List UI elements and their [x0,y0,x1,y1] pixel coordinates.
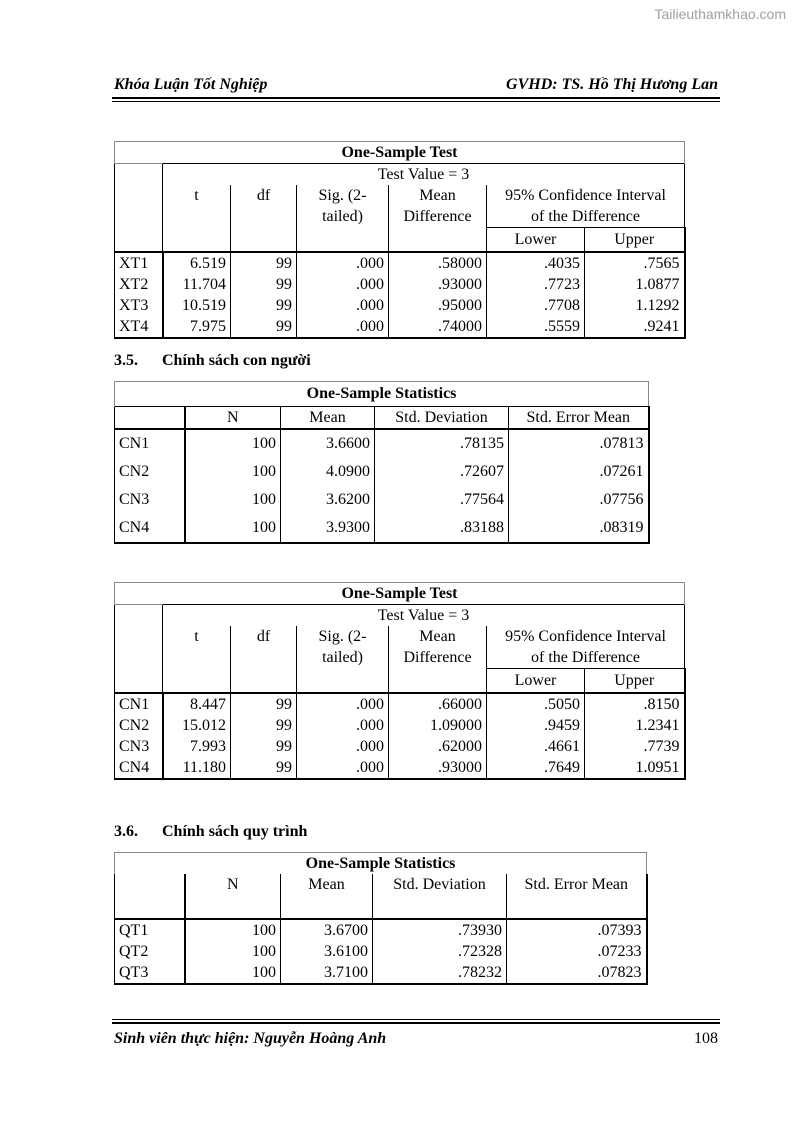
cell-value: 6.519 [163,252,231,274]
table-row [115,274,685,295]
row-label: XT4 [115,316,163,338]
cell-value: 3.6600 [281,429,375,458]
col-sig: Sig. (2- [297,626,389,647]
cell-value: .9241 [585,316,685,338]
cell-value: 99 [231,757,297,779]
row-label: QT1 [115,919,185,941]
row-label: CN2 [115,715,163,736]
cell-value: .07823 [507,962,647,984]
table-row [115,919,647,941]
col-lower: Lower [487,228,585,252]
cell-value: 1.1292 [585,295,685,316]
col-ci-2: of the Difference [487,647,685,669]
row-label: CN3 [115,486,185,514]
table-row [115,316,685,338]
one-sample-test-xt-table [114,141,686,339]
cell-value: .000 [297,757,389,779]
header-right: GVHD: TS. Hồ Thị Hương Lan [506,76,718,93]
cell-value: .78232 [373,962,507,984]
col-n: N [185,407,281,430]
cell-value: .7739 [585,736,685,757]
col-mean-diff: Mean [389,185,487,206]
watermark: Tailieuthamkhao.com [654,6,786,22]
table-row [115,429,649,458]
row-label: CN4 [115,514,185,543]
col-upper: Upper [585,669,685,693]
cell-value: 1.0951 [585,757,685,779]
cell-value: 3.9300 [281,514,375,543]
section-heading-3-5: 3.5. Chính sách con người [114,352,311,369]
table-row [115,693,685,715]
col-std-error-mean: Std. Error Mean [509,407,649,430]
cell-value: 100 [185,941,281,962]
header-rule [112,97,720,99]
cell-value: 1.09000 [389,715,487,736]
col-t: t [163,626,231,647]
header-rule-thin [112,101,720,102]
col-ci: 95% Confidence Interval [487,626,685,647]
cell-value: .07813 [509,429,649,458]
row-label: XT1 [115,252,163,274]
table-row [115,252,685,274]
cell-value: 99 [231,295,297,316]
cell-value: .77564 [375,486,509,514]
cell-value: .7723 [487,274,585,295]
cell-value: .7708 [487,295,585,316]
col-df: df [231,626,297,647]
cell-value: .62000 [389,736,487,757]
col-df: df [231,185,297,206]
cell-value: .000 [297,693,389,715]
table-row [115,486,649,514]
table-row [115,295,685,316]
cell-value: .5050 [487,693,585,715]
cell-value: .000 [297,252,389,274]
col-ci-2: of the Difference [487,206,685,228]
table-row [115,715,685,736]
cell-value: 11.180 [163,757,231,779]
cell-value: .000 [297,736,389,757]
footer-author: Sinh viên thực hiện: Nguyễn Hoàng Anh [114,1030,387,1047]
cell-value: 100 [185,962,281,984]
cell-value: .4661 [487,736,585,757]
col-upper: Upper [585,228,685,252]
cell-value: .93000 [389,757,487,779]
col-t: t [163,185,231,206]
cell-value: 3.6700 [281,919,373,941]
cell-value: 4.0900 [281,458,375,486]
cell-value: .000 [297,316,389,338]
col-mean-diff: Mean [389,626,487,647]
cell-value: 8.447 [163,693,231,715]
col-mean: Mean [281,874,373,919]
test-value: Test Value = 3 [163,164,685,186]
table-row [115,514,649,543]
cell-value: .000 [297,715,389,736]
footer-rule-thin [112,1019,720,1020]
cell-value: .07393 [507,919,647,941]
cell-value: 99 [231,736,297,757]
row-label: CN1 [115,429,185,458]
test-value: Test Value = 3 [163,605,685,627]
cell-value: 100 [185,919,281,941]
cell-value: 99 [231,316,297,338]
table-row [115,736,685,757]
table-title: One-Sample Statistics [115,382,649,407]
table-title: One-Sample Statistics [115,853,647,875]
col-sig-2: tailed) [297,647,389,669]
cell-value: .78135 [375,429,509,458]
one-sample-statistics-qt-table [114,852,648,985]
row-label: QT3 [115,962,185,984]
cell-value: .000 [297,274,389,295]
cell-value: 3.7100 [281,962,373,984]
cell-value: 7.993 [163,736,231,757]
cell-value: .7565 [585,252,685,274]
cell-value: 100 [185,458,281,486]
col-std-deviation: Std. Deviation [375,407,509,430]
table-title: One-Sample Test [115,583,685,605]
section-heading-3-6: 3.6. Chính sách quy trình [114,823,308,840]
cell-value: .08319 [509,514,649,543]
cell-value: .7649 [487,757,585,779]
cell-value: .07261 [509,458,649,486]
row-label: CN4 [115,757,163,779]
cell-value: 99 [231,252,297,274]
cell-value: 100 [185,514,281,543]
cell-value: 3.6200 [281,486,375,514]
cell-value: .72607 [375,458,509,486]
cell-value: 15.012 [163,715,231,736]
cell-value: .73930 [373,919,507,941]
header-left: Khóa Luận Tốt Nghiệp [114,76,268,93]
cell-value: 10.519 [163,295,231,316]
col-mean: Mean [281,407,375,430]
cell-value: 99 [231,715,297,736]
cell-value: .9459 [487,715,585,736]
table-row [115,941,647,962]
table-row [115,458,649,486]
footer-rule [112,1022,720,1024]
table-row [115,962,647,984]
cell-value: 100 [185,429,281,458]
col-sig: Sig. (2- [297,185,389,206]
row-label: CN3 [115,736,163,757]
cell-value: 1.2341 [585,715,685,736]
cell-value: .4035 [487,252,585,274]
row-label: QT2 [115,941,185,962]
table-row [115,757,685,779]
cell-value: .07233 [507,941,647,962]
cell-value: .5559 [487,316,585,338]
table-title: One-Sample Test [115,142,685,164]
cell-value: .72328 [373,941,507,962]
cell-value: 3.6100 [281,941,373,962]
cell-value: .58000 [389,252,487,274]
cell-value: .74000 [389,316,487,338]
cell-value: .000 [297,295,389,316]
cell-value: 100 [185,486,281,514]
cell-value: .95000 [389,295,487,316]
one-sample-test-cn-table [114,582,686,780]
col-sig-2: tailed) [297,206,389,228]
col-n: N [185,874,281,919]
cell-value: 99 [231,693,297,715]
row-label: XT3 [115,295,163,316]
cell-value: .8150 [585,693,685,715]
cell-value: .93000 [389,274,487,295]
one-sample-statistics-cn-table [114,381,650,544]
row-label: XT2 [115,274,163,295]
col-std-deviation: Std. Deviation [373,874,507,919]
col-std-error-mean: Std. Error Mean [507,874,647,919]
cell-value: .83188 [375,514,509,543]
row-label: CN2 [115,458,185,486]
col-ci: 95% Confidence Interval [487,185,685,206]
cell-value: 7.975 [163,316,231,338]
col-mean-diff-2: Difference [389,647,487,669]
col-lower: Lower [487,669,585,693]
cell-value: 1.0877 [585,274,685,295]
cell-value: .07756 [509,486,649,514]
cell-value: .66000 [389,693,487,715]
cell-value: 11.704 [163,274,231,295]
cell-value: 99 [231,274,297,295]
page-number: 108 [694,1030,718,1047]
row-label: CN1 [115,693,163,715]
col-mean-diff-2: Difference [389,206,487,228]
